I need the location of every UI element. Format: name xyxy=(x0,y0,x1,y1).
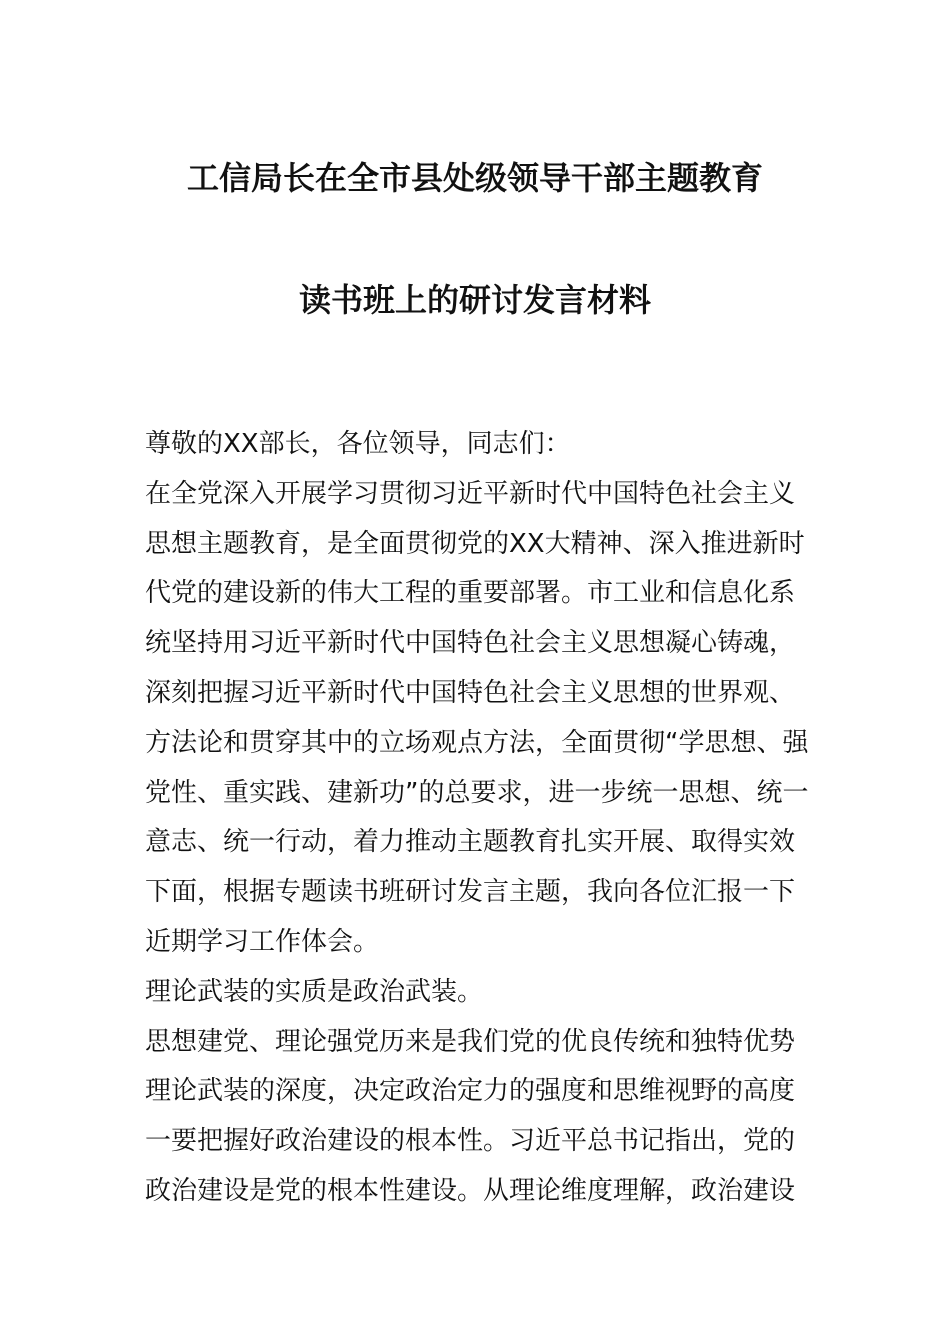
body-line: 代党的建设新的伟大工程的重要部署。市工业和信息化系 xyxy=(145,578,796,609)
document-title-line-1: 工信局长在全市县处级领导干部主题教育 xyxy=(186,159,763,197)
body-line: 统坚持用习近平新时代中国特色社会主义思想凝心铸魂， xyxy=(145,628,796,659)
salutation: 尊敬的XX部长，各位领导，同志们： xyxy=(145,429,571,459)
body-line: 理论武装的深度，决定政治定力的强度和思维视野的高度 xyxy=(145,1076,796,1107)
body-line: 党性、重实践、建新功”的总要求，进一步统一思想、统一 xyxy=(145,777,809,808)
body-line: 在全党深入开展学习贯彻习近平新时代中国特色社会主义 xyxy=(145,478,796,509)
body-line: 一要把握好政治建设的根本性。习近平总书记指出，党的 xyxy=(145,1126,796,1157)
body-line: 方法论和贯穿其中的立场观点方法，全面贯彻“学思想、强 xyxy=(145,727,809,758)
body-line: 近期学习工作体会。 xyxy=(145,926,380,957)
body-line: 思想建党、理论强党历来是我们党的优良传统和独特优势 xyxy=(145,1026,796,1057)
section-heading: 理论武装的实质是政治武装。 xyxy=(145,976,484,1007)
body-line: 下面，根据专题读书班研讨发言主题，我向各位汇报一下 xyxy=(145,877,796,908)
body-line: 政治建设是党的根本性建设。从理论维度理解，政治建设 xyxy=(145,1175,796,1206)
body-line: 意志、统一行动，着力推动主题教育扎实开展、取得实效 xyxy=(145,827,796,858)
body-line: 思想主题教育，是全面贯彻党的XX大精神、深入推进新时 xyxy=(145,528,805,559)
body-line: 深刻把握习近平新时代中国特色社会主义思想的世界观、 xyxy=(145,677,796,708)
document-title-line-2: 读书班上的研讨发言材料 xyxy=(298,281,651,319)
document-body xyxy=(145,420,810,1217)
